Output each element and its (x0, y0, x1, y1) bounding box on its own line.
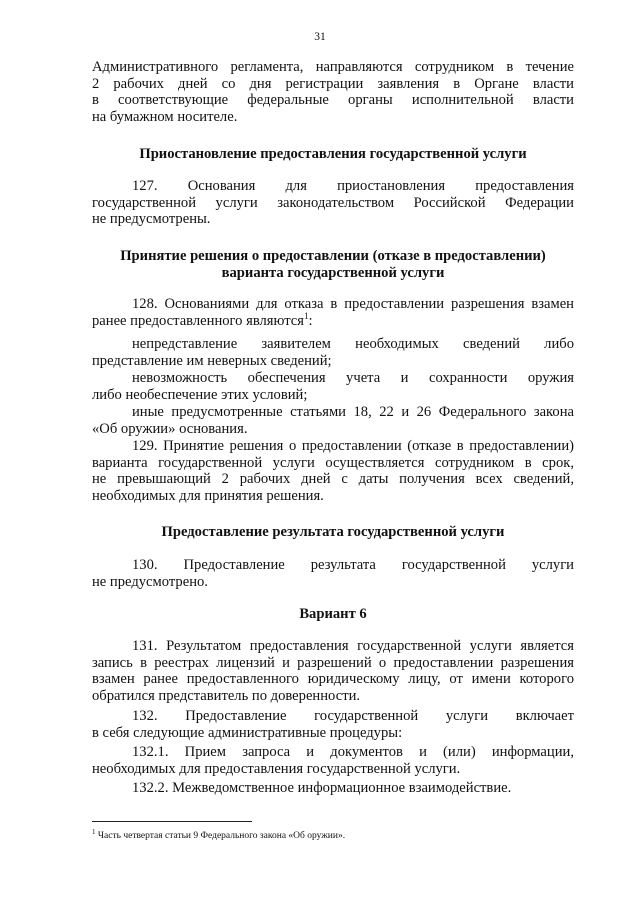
paragraph-132-1 (92, 744, 574, 777)
text-line: 132.2. Межведомственное информационное взаимодействие. (132, 780, 512, 796)
text-line: 130. Предоставление результата государственной услуги (132, 557, 574, 573)
paragraph-132-2 (92, 780, 574, 797)
paragraph-128 (92, 296, 574, 329)
list-item-2 (92, 370, 574, 403)
text-line: Административного регламента, направляются сотрудником в течение (92, 59, 574, 75)
section-heading-result: Предоставление результата государственной услуги (161, 524, 505, 540)
text-line: не превышающий 2 рабочих дней с даты получения всех сведений, (92, 471, 574, 487)
page-number: 31 (314, 31, 326, 43)
text-line: взамен ранее предоставленного юридическому лицу, от имени которого (92, 671, 574, 687)
paragraph-continuation (92, 59, 574, 125)
text-line: «Об оружии» основания. (92, 420, 248, 437)
text-line: запись в реестрах лицензий и разрешений о предоставлении разрешения (92, 654, 574, 671)
text-fragment: ранее предоставленного являются (92, 312, 304, 329)
list-item-3 (92, 404, 574, 437)
text-line: в себя следующие административные процедуры: (92, 724, 403, 741)
footnote-text: Часть четвертая статьи 9 Федерального закона «Об оружии». (97, 831, 346, 842)
text-line: необходимых для принятия решения. (92, 487, 324, 504)
paragraph-130 (92, 557, 574, 590)
text-line: не предусмотрены. (92, 211, 211, 227)
text-line: 129. Принятие решения о предоставлении (отказе в предоставлении) (132, 438, 574, 454)
paragraph-132 (92, 708, 574, 741)
paragraph-127 (92, 178, 574, 228)
heading-line: Принятие решения о предоставлении (отказе в предоставлении) (120, 248, 546, 264)
footnote (92, 826, 345, 842)
footnote-mark: 1 (92, 828, 96, 836)
text-line: в соответствующие федеральные органы исполнительной власти (92, 92, 574, 108)
footnote-reference: 1 (303, 310, 309, 321)
list-item-1 (92, 336, 574, 369)
text-line: 132.1. Прием запроса и документов и (или) информации, (132, 744, 574, 760)
text-line: обратился представитель по доверенности. (92, 687, 361, 704)
text-line: 127. Основания для приостановления предоставления (132, 178, 574, 194)
heading-line: варианта государственной услуги (221, 265, 445, 281)
text-line: непредставление заявителем необходимых сведений либо (132, 336, 574, 352)
text-line: невозможность обеспечения учета и сохранности оружия (132, 370, 574, 386)
footnote-separator (92, 821, 252, 822)
text-line: иные предусмотренные статьями 18, 22 и 26 Федерального закона (132, 404, 574, 420)
text-line: 132. Предоставление государственной услуги включает (132, 708, 574, 724)
section-heading-suspension: Приостановление предоставления государственной услуги (139, 146, 527, 162)
text-line: государственной услуги законодательством Российской Федерации (92, 194, 574, 211)
text-line: 128. Основаниями для отказа в предоставлении разрешения взамен (132, 296, 574, 312)
text-line: не предусмотрено. (92, 573, 208, 590)
text-line: на бумажном носителе. (92, 108, 238, 125)
text-fragment: : (308, 312, 313, 329)
text-line: представление им неверных сведений; (92, 352, 332, 369)
text-line: необходимых для предоставления государственной услуги. (92, 760, 461, 777)
text-line: 131. Результатом предоставления государственной услуги является (132, 638, 574, 654)
section-heading-decision (92, 248, 574, 282)
paragraph-129 (92, 438, 574, 504)
text-line: 2 рабочих дней со дня регистрации заявления в Органе власти (92, 75, 574, 92)
section-heading-variant-6: Вариант 6 (299, 606, 367, 622)
paragraph-131 (92, 638, 574, 704)
text-line: либо необеспечение этих условий; (92, 386, 308, 403)
text-line (92, 310, 574, 330)
text-line: варианта государственной услуги осуществляется сотрудником в срок, (92, 454, 574, 471)
